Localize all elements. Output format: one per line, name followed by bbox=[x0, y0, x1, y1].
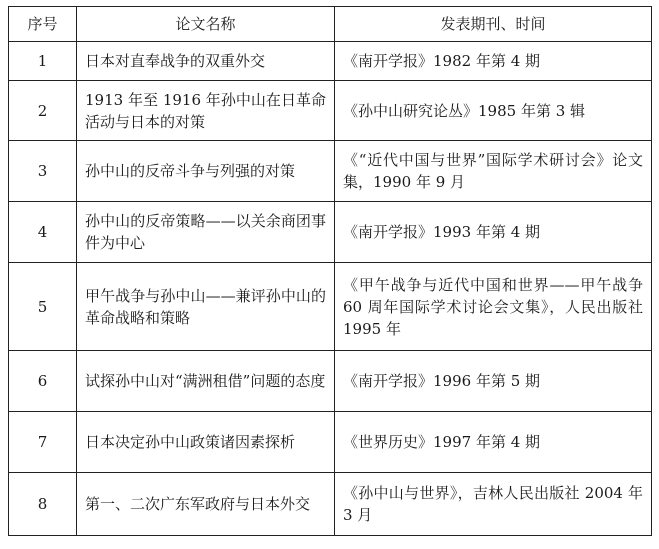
row-number: 2 bbox=[9, 81, 77, 141]
header-paper-title: 论文名称 bbox=[77, 7, 335, 42]
paper-title: 孙中山的反帝策略——以关余商团事件为中心 bbox=[77, 202, 335, 263]
publication-info: 《甲午战争与近代中国和世界——甲午战争 60 周年国际学术讨论会文集》，人民出版社 1995 年 bbox=[335, 263, 652, 351]
publication-info: 《世界历史》1997 年第 4 期 bbox=[335, 412, 652, 473]
publication-info: 《孙中山研究论丛》1985 年第 3 辑 bbox=[335, 81, 652, 141]
paper-title: 日本对直奉战争的双重外交 bbox=[77, 42, 335, 81]
publication-info: 《“近代中国与世界”国际学术研讨会》论文集，1990 年 9 月 bbox=[335, 141, 652, 202]
table-row bbox=[9, 141, 652, 202]
header-number: 序号 bbox=[9, 7, 77, 42]
header-row bbox=[9, 7, 652, 42]
table-row bbox=[9, 202, 652, 263]
row-number: 7 bbox=[9, 412, 77, 473]
publication-info: 《孙中山与世界》，吉林人民出版社 2004 年 3 月 bbox=[335, 473, 652, 536]
table-row bbox=[9, 81, 652, 141]
row-number: 6 bbox=[9, 351, 77, 412]
table-row bbox=[9, 473, 652, 536]
row-number: 1 bbox=[9, 42, 77, 81]
publication-info: 《南开学报》1996 年第 5 期 bbox=[335, 351, 652, 412]
row-number: 3 bbox=[9, 141, 77, 202]
table-row bbox=[9, 263, 652, 351]
paper-title: 试探孙中山对“满洲租借”问题的态度 bbox=[77, 351, 335, 412]
paper-title: 1913 年至 1916 年孙中山在日革命活动与日本的对策 bbox=[77, 81, 335, 141]
row-number: 8 bbox=[9, 473, 77, 536]
publication-info: 《南开学报》1993 年第 4 期 bbox=[335, 202, 652, 263]
paper-title: 日本决定孙中山政策诸因素探析 bbox=[77, 412, 335, 473]
papers-table bbox=[8, 6, 652, 536]
table-row bbox=[9, 412, 652, 473]
paper-title: 孙中山的反帝斗争与列强的对策 bbox=[77, 141, 335, 202]
row-number: 5 bbox=[9, 263, 77, 351]
header-publication: 发表期刊、时间 bbox=[335, 7, 652, 42]
table-row bbox=[9, 42, 652, 81]
publication-info: 《南开学报》1982 年第 4 期 bbox=[335, 42, 652, 81]
row-number: 4 bbox=[9, 202, 77, 263]
paper-title: 甲午战争与孙中山——兼评孙中山的革命战略和策略 bbox=[77, 263, 335, 351]
paper-title: 第一、二次广东军政府与日本外交 bbox=[77, 473, 335, 536]
table-row bbox=[9, 351, 652, 412]
